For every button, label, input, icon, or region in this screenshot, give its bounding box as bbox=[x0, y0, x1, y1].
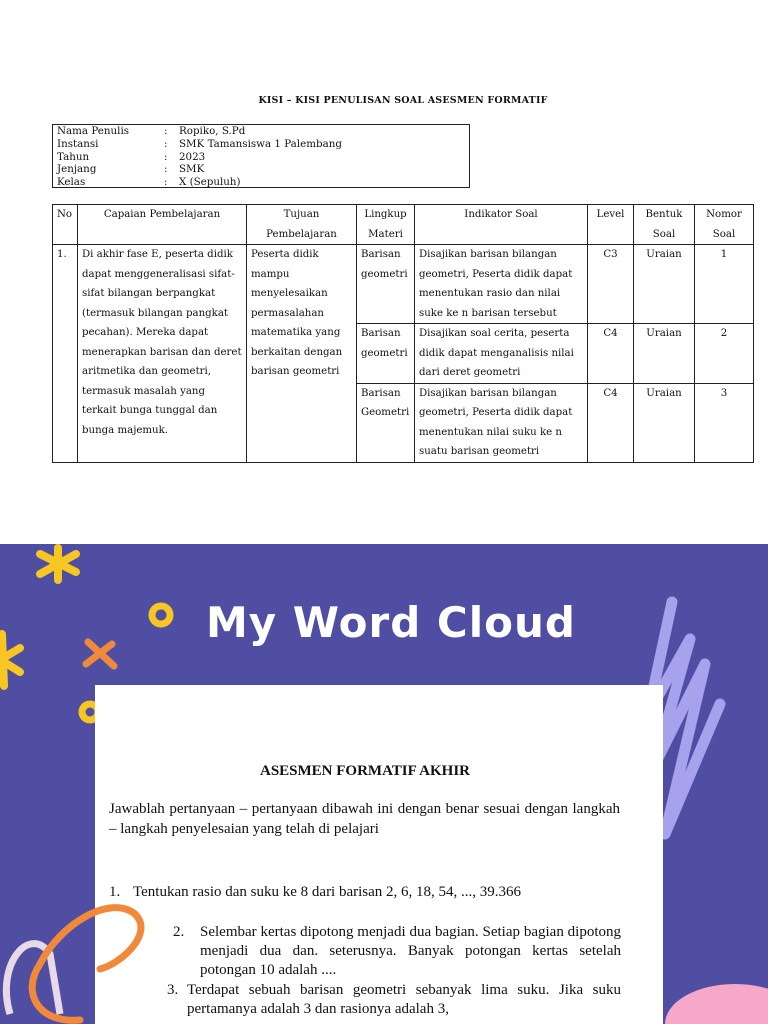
author-info-box bbox=[52, 124, 470, 188]
circle-icon bbox=[152, 606, 170, 624]
cell-nomor: 3 bbox=[695, 383, 754, 462]
header-cell: Level bbox=[588, 205, 634, 245]
cell-nomor: 2 bbox=[695, 324, 754, 384]
info-label: Kelas bbox=[57, 176, 86, 189]
info-label: Instansi bbox=[57, 137, 99, 150]
header-cell: No bbox=[53, 205, 78, 245]
question-text: Selembar kertas dipotong menjadi dua bagian. Setiap bagian dipotong menjadi dua dan. seterusnya. Banyak potongan kertas setelah potongan 10 adalah .... bbox=[200, 924, 621, 978]
header-cell: Indikator Soal bbox=[415, 205, 588, 245]
header-cell: Lingkup Materi bbox=[357, 205, 415, 245]
word-cloud-slide bbox=[0, 544, 768, 1024]
cell-indikator: Disajikan soal cerita, peserta didik dapat menganalisis nilai dari deret geometri bbox=[415, 324, 588, 384]
question-number: 2. bbox=[173, 924, 185, 940]
header-cell: Capaian Pembelajaran bbox=[78, 205, 247, 245]
info-sep: : bbox=[164, 125, 168, 137]
info-label: Tahun bbox=[57, 150, 90, 163]
cell-indikator: Disajikan barisan bilangan geometri, Peserta didik dapat menentukan nilai suku ke n suatu barisan geometri bbox=[415, 383, 588, 462]
cell-nomor: 1 bbox=[695, 245, 754, 324]
slide-title: My Word Cloud bbox=[206, 598, 576, 647]
document-title: KISI – KISI PENULISAN SOAL ASESMEN FORMATIF bbox=[258, 95, 548, 106]
cell-lingkup: Barisan geometri bbox=[357, 324, 415, 384]
cell-level: C3 bbox=[588, 245, 634, 324]
header-cell: Bentuk Soal bbox=[634, 205, 695, 245]
info-sep: : bbox=[164, 163, 168, 176]
kisi-kisi-table bbox=[52, 204, 754, 463]
question-item bbox=[173, 923, 621, 980]
info-row bbox=[57, 151, 465, 164]
question-number: 1. bbox=[109, 884, 121, 900]
assessment-heading: ASESMEN FORMATIF AKHIR bbox=[259, 763, 470, 779]
info-value: X (Sepuluh) bbox=[179, 176, 241, 189]
cell-no: 1. bbox=[53, 245, 78, 463]
cell-bentuk: Uraian bbox=[634, 245, 695, 324]
cell-capaian: Di akhir fase E, peserta didik dapat menggeneralisasi sifat-sifat bilangan berpangkat (termasuk bilangan pangkat pecahan). Mereka dapat menerapkan barisan dan deret aritmetika dan geometri, termasuk masalah yang terkait bunga tunggal dan bunga majemuk. bbox=[78, 245, 247, 463]
info-row bbox=[57, 138, 465, 151]
info-value: 2023 bbox=[179, 150, 206, 163]
info-sep: : bbox=[164, 137, 168, 150]
x-mark-icon bbox=[86, 642, 114, 666]
info-sep: : bbox=[164, 176, 168, 189]
table-header-row bbox=[53, 205, 754, 245]
header-cell: Tujuan Pembelajaran bbox=[247, 205, 357, 245]
table-row bbox=[53, 245, 754, 324]
cell-bentuk: Uraian bbox=[634, 324, 695, 384]
cell-indikator: Disajikan barisan bilangan geometri, Peserta didik dapat menentukan rasio dan nilai suke ke n barisan tersebut bbox=[415, 245, 588, 324]
question-number: 3. bbox=[167, 982, 179, 998]
cell-level: C4 bbox=[588, 324, 634, 384]
cell-tujuan: Peserta didik mampu menyelesaikan permasalahan matematika yang berkaitan dengan barisan geometri bbox=[247, 245, 357, 463]
info-sep: : bbox=[164, 150, 168, 163]
cell-bentuk: Uraian bbox=[634, 383, 695, 462]
cell-level: C4 bbox=[588, 383, 634, 462]
question-text: Terdapat sebuah barisan geometri sebanyak lima suku. Jika suku pertamanya adalah 3 dan rasionya adalah 3, bbox=[187, 982, 621, 1017]
info-row bbox=[57, 163, 465, 176]
cell-lingkup: Barisan geometri bbox=[357, 245, 415, 324]
info-value: SMK bbox=[179, 163, 205, 176]
info-value: Ropiko, S.Pd bbox=[179, 125, 246, 137]
assessment-instructions: Jawablah pertanyaan – pertanyaan dibawah ini dengan benar sesuai dengan langkah – langkah penyelesaian yang telah di pelajari bbox=[109, 801, 620, 837]
info-label: Jenjang bbox=[57, 163, 97, 176]
header-cell: Nomor Soal bbox=[695, 205, 754, 245]
pink-blob-icon bbox=[665, 984, 768, 1024]
info-value: SMK Tamansiswa 1 Palembang bbox=[179, 137, 342, 150]
info-row bbox=[57, 125, 465, 138]
info-row bbox=[57, 176, 465, 189]
question-text: Tentukan rasio dan suku ke 8 dari barisan 2, 6, 18, 54, ..., 39.366 bbox=[133, 884, 522, 900]
cell-lingkup: Barisan Geometri bbox=[357, 383, 415, 462]
info-label: Nama Penulis bbox=[57, 125, 130, 137]
question-item bbox=[167, 981, 621, 1019]
asterisk-icon bbox=[40, 548, 76, 580]
star-icon bbox=[0, 634, 20, 686]
paperclip-icon bbox=[0, 884, 200, 1024]
